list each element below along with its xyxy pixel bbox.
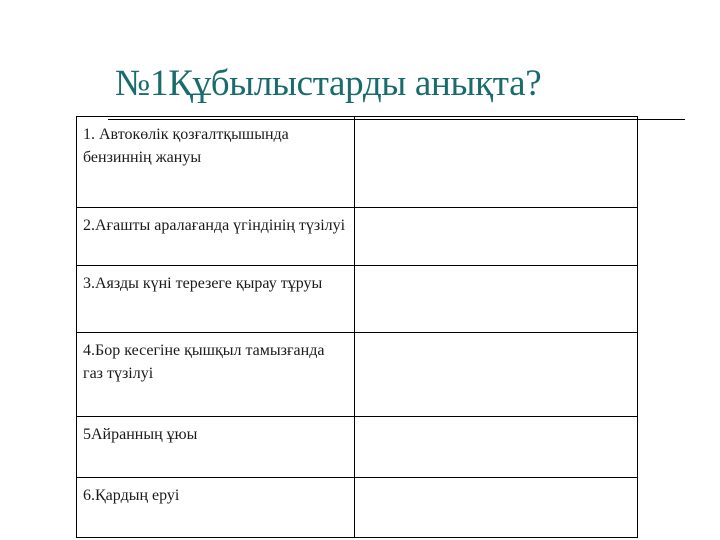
phenomenon-cell: 6.Қардың еруі — [77, 478, 355, 538]
phenomenon-cell: 5Айранның ұюы — [77, 417, 355, 478]
answer-cell[interactable] — [354, 266, 637, 333]
answer-cell[interactable] — [354, 208, 637, 266]
phenomenon-cell: 4.Бор кесегіне қышқыл тамызғанда газ түзілуі — [77, 333, 355, 417]
table-row — [77, 333, 638, 417]
answer-cell[interactable] — [354, 333, 637, 417]
answer-cell[interactable] — [354, 478, 637, 538]
slide-title: №1Құбылыстарды анықта? — [115, 63, 542, 104]
phenomenon-cell: 2.Ағашты аралағанда үгіндінің түзілуі — [77, 208, 355, 266]
table-row — [77, 117, 638, 208]
phenomena-table — [76, 116, 638, 538]
phenomenon-cell: 3.Аязды күні терезеге қырау тұруы — [77, 266, 355, 333]
table-row — [77, 417, 638, 478]
answer-cell[interactable] — [354, 417, 637, 478]
table-row — [77, 208, 638, 266]
table-row — [77, 266, 638, 333]
table-row — [77, 478, 638, 538]
answer-cell[interactable] — [354, 117, 637, 208]
phenomenon-cell: 1. Автокөлік қозғалтқышында бензиннің жануы — [77, 117, 355, 208]
